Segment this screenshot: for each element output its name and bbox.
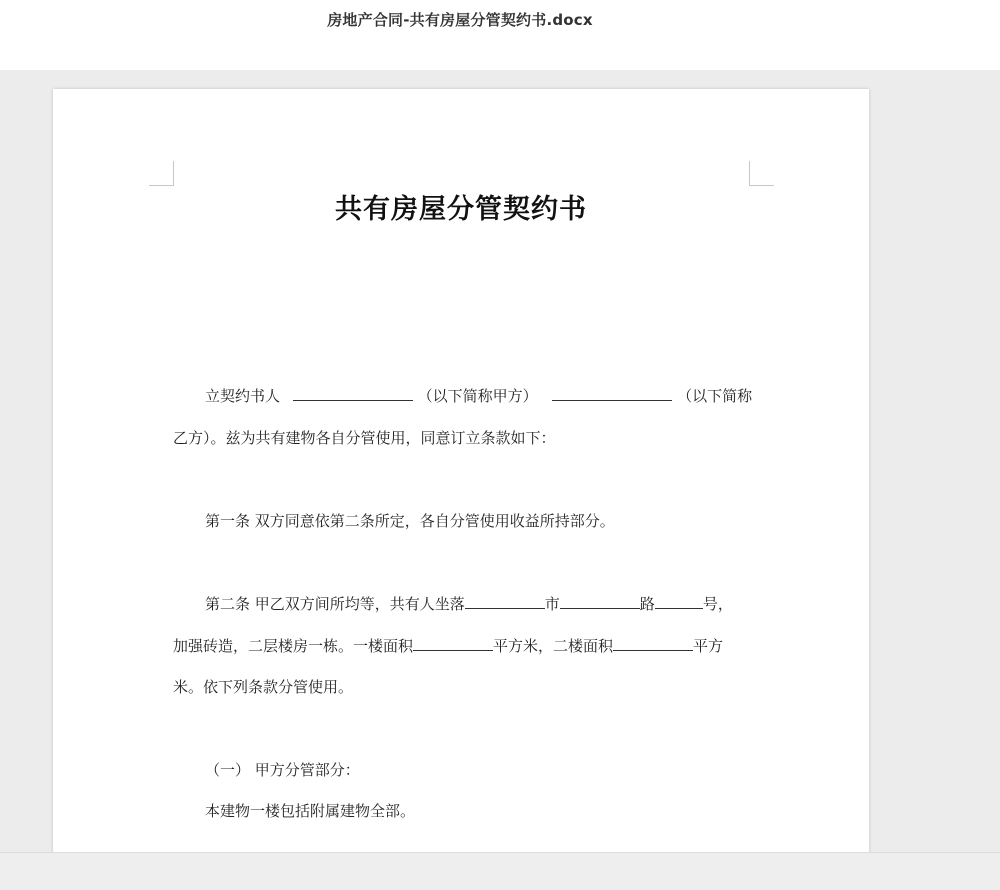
article-2-road: 路 xyxy=(639,595,655,613)
article-2-line-3: 米。依下列条款分管使用。 xyxy=(173,678,354,696)
blank-number xyxy=(655,594,703,609)
article-2-text-c: 平方米，二楼面积 xyxy=(493,637,614,655)
document-canvas[interactable] xyxy=(0,70,1000,852)
article-2-line-2 xyxy=(173,636,753,656)
blank-city xyxy=(465,594,545,609)
paragraph-parties-line-2: 乙方）。兹为共有建物各自分管使用，同意订立条款如下： xyxy=(173,429,556,447)
paragraph-parties-line-1 xyxy=(173,386,785,406)
blank-floor-2-area xyxy=(613,636,693,651)
article-2-text-a: 第二条 甲乙双方间所均等，共有人坐落 xyxy=(205,595,465,613)
blank-road xyxy=(560,594,640,609)
article-2-line-1 xyxy=(173,594,785,614)
party-a-note: （以下简称甲方） xyxy=(417,387,538,405)
article-2-city: 市 xyxy=(544,595,560,613)
article-2-number: 号， xyxy=(702,595,733,613)
blank-floor-1-area xyxy=(413,636,493,651)
blank-party-a xyxy=(293,386,413,401)
document-page[interactable] xyxy=(53,89,869,852)
party-b-note: （以下简称 xyxy=(677,387,753,405)
document-title: 共有房屋分管契约书 xyxy=(335,194,587,225)
bottom-bar xyxy=(0,852,1000,890)
title-bar xyxy=(0,0,1000,70)
blank-party-b xyxy=(552,386,672,401)
article-2-text-d: 平方 xyxy=(693,637,724,655)
section-1-body: 本建物一楼包括附属建物全部。 xyxy=(205,802,416,820)
article-1: 第一条 双方同意依第二条所定，各自分管使用收益所持部分。 xyxy=(205,512,615,530)
document-file-name: 房地产合同-共有房屋分管契约书.docx xyxy=(327,11,593,29)
section-1-heading: （一） 甲方分管部分： xyxy=(205,761,360,779)
article-2-text-b: 加强砖造，二层楼房一栋。一楼面积 xyxy=(173,637,414,655)
margin-corner-top-right xyxy=(749,161,774,186)
margin-corner-top-left xyxy=(149,161,174,186)
party-label: 立契约书人 xyxy=(205,387,281,405)
